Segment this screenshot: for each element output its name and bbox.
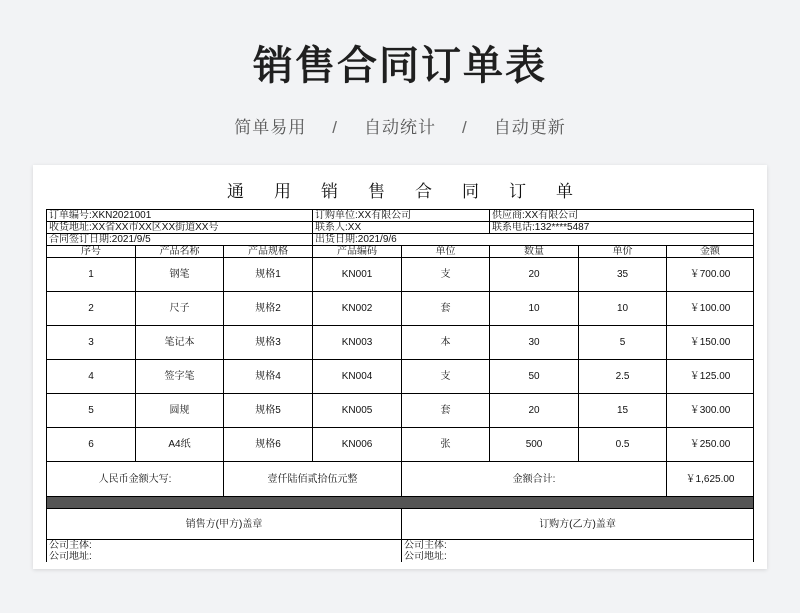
- amount-in-words: 壹仟陆佰贰拾伍元整: [224, 462, 402, 497]
- product-code: KN001: [313, 258, 402, 292]
- amount: ￥300.00: [667, 394, 754, 428]
- buyer-seal: 订购方(乙方)盖章: [402, 509, 754, 540]
- divider-row: [47, 497, 754, 509]
- contact-phone: 联系电话:132****5487: [490, 222, 754, 234]
- row-number: 4: [47, 360, 136, 394]
- product-name: 钢笔: [136, 258, 224, 292]
- total-amount: ￥1,625.00: [667, 462, 754, 497]
- buyer-company-label: 公司主体:: [402, 540, 754, 552]
- product-spec: 规格4: [224, 360, 313, 394]
- table-row: [47, 326, 754, 360]
- info-row: [47, 222, 754, 234]
- buyer-company: 订购单位:XX有限公司: [313, 210, 490, 222]
- quantity: 20: [490, 394, 579, 428]
- product-spec: 规格5: [224, 394, 313, 428]
- page-title: 销售合同订单表: [253, 44, 547, 88]
- product-code: KN005: [313, 394, 402, 428]
- product-spec: 规格1: [224, 258, 313, 292]
- order-number: 订单编号:XKN2021001: [47, 210, 313, 222]
- table-row: [47, 428, 754, 462]
- col-header: 单价: [579, 246, 667, 258]
- seller-seal: 销售方(甲方)盖章: [47, 509, 402, 540]
- seller-address-label: 公司地址:: [47, 551, 402, 562]
- amount: ￥100.00: [667, 292, 754, 326]
- col-header: 单位: [402, 246, 490, 258]
- company-info-row: [47, 540, 754, 552]
- row-number: 3: [47, 326, 136, 360]
- product-name: 尺子: [136, 292, 224, 326]
- quantity: 50: [490, 360, 579, 394]
- delivery-address: 收货地址:XX省XX市XX区XX街道XX号: [47, 222, 313, 234]
- unit-price: 2.5: [579, 360, 667, 394]
- product-name: A4纸: [136, 428, 224, 462]
- ship-date: 出货日期:2021/9/6: [313, 234, 754, 246]
- amount: ￥150.00: [667, 326, 754, 360]
- sign-date: 合同签订日期:2021/9/5: [47, 234, 313, 246]
- quantity: 10: [490, 292, 579, 326]
- table-row: [47, 258, 754, 292]
- feature-tag: 简单易用: [234, 118, 307, 137]
- amount: ￥125.00: [667, 360, 754, 394]
- table-row: [47, 394, 754, 428]
- total-row: [47, 462, 754, 497]
- col-header: 序号: [47, 246, 136, 258]
- product-code: KN002: [313, 292, 402, 326]
- row-number: 2: [47, 292, 136, 326]
- product-name: 签字笔: [136, 360, 224, 394]
- info-row: [47, 234, 754, 246]
- unit: 本: [402, 326, 490, 360]
- unit-price: 15: [579, 394, 667, 428]
- table-row: [47, 292, 754, 326]
- column-header-row: [47, 246, 754, 258]
- unit-price: 5: [579, 326, 667, 360]
- product-name: 笔记本: [136, 326, 224, 360]
- row-number: 1: [47, 258, 136, 292]
- col-header: 产品编码: [313, 246, 402, 258]
- feature-tag: 自动更新: [493, 118, 566, 137]
- product-code: KN004: [313, 360, 402, 394]
- seal-row: [47, 509, 754, 540]
- unit-price: 35: [579, 258, 667, 292]
- col-header: 数量: [490, 246, 579, 258]
- unit: 张: [402, 428, 490, 462]
- amount: ￥700.00: [667, 258, 754, 292]
- divider-bar: [47, 497, 754, 509]
- tag-separator: /: [462, 118, 468, 137]
- col-header: 产品规格: [224, 246, 313, 258]
- order-table: [46, 209, 754, 562]
- total-label: 金额合计:: [402, 462, 667, 497]
- info-row: [47, 210, 754, 222]
- unit: 套: [402, 394, 490, 428]
- quantity: 30: [490, 326, 579, 360]
- quantity: 500: [490, 428, 579, 462]
- row-number: 5: [47, 394, 136, 428]
- supplier: 供应商:XX有限公司: [490, 210, 754, 222]
- unit: 支: [402, 258, 490, 292]
- unit: 支: [402, 360, 490, 394]
- product-spec: 规格3: [224, 326, 313, 360]
- contact-person: 联系人:XX: [313, 222, 490, 234]
- unit: 套: [402, 292, 490, 326]
- sheet-title: 通用销售合同订单: [227, 182, 603, 201]
- table-row: [47, 360, 754, 394]
- amount-in-words-label: 人民币金额大写:: [47, 462, 224, 497]
- product-code: KN006: [313, 428, 402, 462]
- feature-tag: 自动统计: [364, 118, 436, 137]
- order-sheet: [33, 165, 767, 569]
- row-number: 6: [47, 428, 136, 462]
- unit-price: 10: [579, 292, 667, 326]
- quantity: 20: [490, 258, 579, 292]
- seller-company-label: 公司主体:: [47, 540, 402, 552]
- col-header: 产品名称: [136, 246, 224, 258]
- product-code: KN003: [313, 326, 402, 360]
- feature-tags: [0, 113, 800, 138]
- amount: ￥250.00: [667, 428, 754, 462]
- product-spec: 规格2: [224, 292, 313, 326]
- product-spec: 规格6: [224, 428, 313, 462]
- col-header: 金额: [667, 246, 754, 258]
- product-name: 圆规: [136, 394, 224, 428]
- unit-price: 0.5: [579, 428, 667, 462]
- tag-separator: /: [332, 118, 338, 137]
- buyer-address-label: 公司地址:: [402, 551, 754, 562]
- company-info-row: [47, 551, 754, 562]
